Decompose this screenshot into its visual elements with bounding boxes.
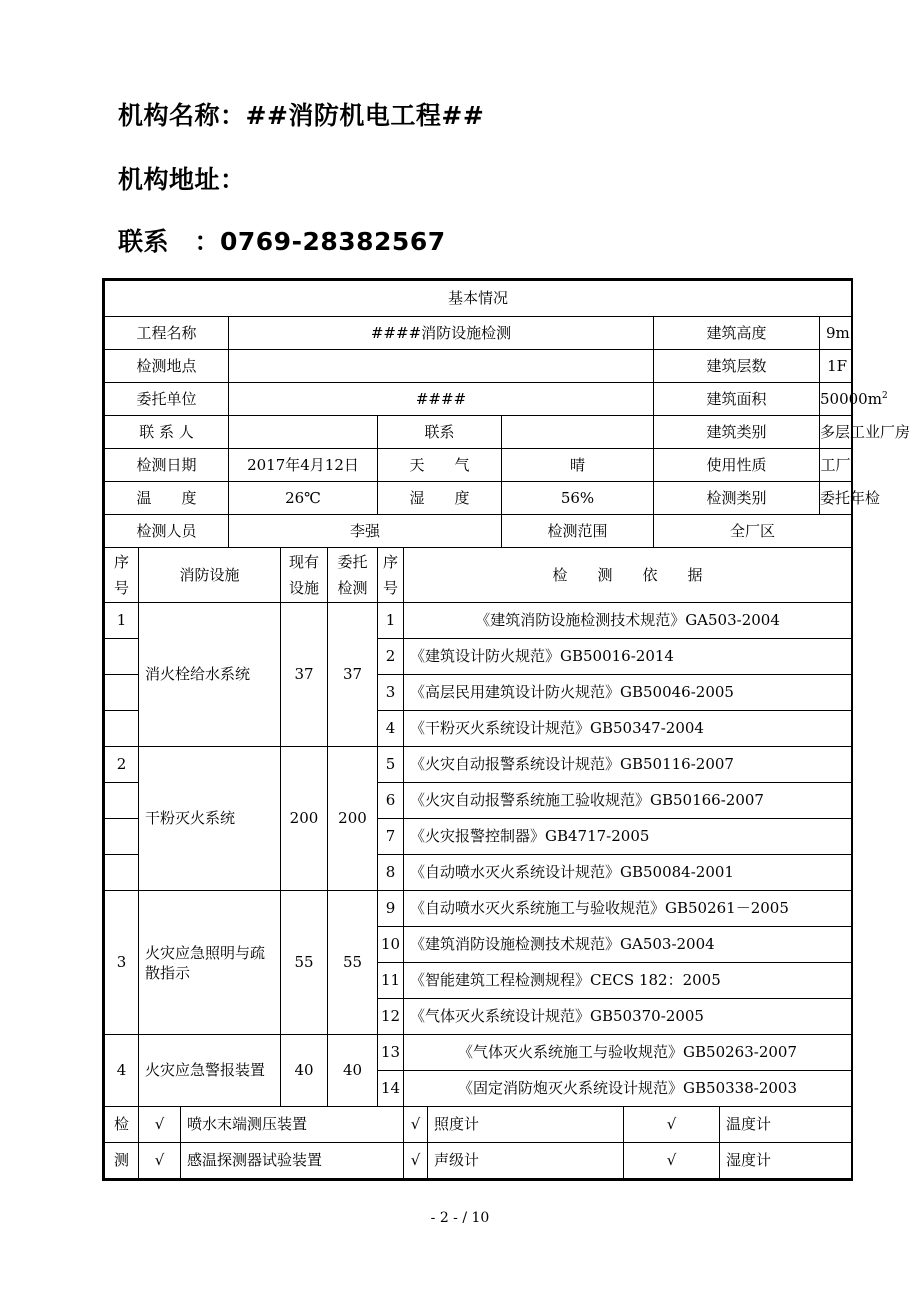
facility-no-blank (105, 675, 139, 711)
facility-no: 4 (105, 1035, 139, 1107)
standard-text: 《建筑消防设施检测技术规范》GA503-2004 (404, 603, 852, 639)
seq2-header: 序号 (378, 548, 404, 603)
inspector: 李强 (229, 515, 502, 548)
standard-no: 6 (378, 783, 404, 819)
standard-no: 9 (378, 891, 404, 927)
standard-text: 《干粉灭火系统设计规范》GB50347-2004 (404, 711, 852, 747)
contact-person-label: 联 系 人 (105, 416, 229, 449)
standard-text: 《自动喷水灭火系统设计规范》GB50084-2001 (404, 855, 852, 891)
check-mark: √ (404, 1107, 428, 1143)
floors: 1F (820, 350, 852, 383)
area-value: 50000m (820, 389, 882, 408)
facility-no: 2 (105, 747, 139, 783)
scope-label: 检测范围 (502, 515, 654, 548)
standard-no: 12 (378, 999, 404, 1035)
building-type: 多层工业厂房 (820, 416, 852, 449)
equipment-item: 喷水末端测压装置 (181, 1107, 404, 1143)
standard-no: 5 (378, 747, 404, 783)
standard-text: 《火灾自动报警系统设计规范》GB50116-2007 (404, 747, 852, 783)
facility-no-blank (105, 711, 139, 747)
contact-person (229, 416, 378, 449)
temp: 26℃ (229, 482, 378, 515)
facility-no: 3 (105, 891, 139, 1035)
check-mark: √ (139, 1107, 181, 1143)
humidity-label: 湿 度 (378, 482, 502, 515)
floors-label: 建筑层数 (654, 350, 820, 383)
standard-text: 《自动喷水灭火系统施工与验收规范》GB50261－2005 (404, 891, 852, 927)
equipment-item: 感温探测器试验装置 (181, 1143, 404, 1179)
weather-label: 天 气 (378, 449, 502, 482)
date: 2017年4月12日 (229, 449, 378, 482)
building-height-label: 建筑高度 (654, 317, 820, 350)
standard-no: 3 (378, 675, 404, 711)
standard-no: 7 (378, 819, 404, 855)
check-mark: √ (404, 1143, 428, 1179)
weather: 晴 (502, 449, 654, 482)
standard-no: 13 (378, 1035, 404, 1071)
facility-no-blank (105, 783, 139, 819)
standard-text: 《气体灭火系统设计规范》GB50370-2005 (404, 999, 852, 1035)
standard-no: 1 (378, 603, 404, 639)
inspection-form (102, 278, 911, 1181)
equipment-label-1: 检 (105, 1107, 139, 1143)
area-unit-sup: 2 (881, 390, 888, 401)
facility-name: 消火栓给水系统 (139, 603, 281, 747)
facility-no: 1 (105, 603, 139, 639)
building-height: 9m (820, 317, 852, 350)
check-mark: √ (624, 1143, 720, 1179)
org-name: 机构名称：##消防机电工程## (118, 101, 485, 130)
org-address: 机构地址： (118, 165, 246, 194)
facility-existing: 55 (281, 891, 328, 1035)
facility-name: 干粉灭火系统 (139, 747, 281, 891)
scope: 全厂区 (654, 515, 852, 548)
facility-no-blank (105, 819, 139, 855)
standard-no: 14 (378, 1071, 404, 1107)
standard-text: 《高层民用建筑设计防火规范》GB50046-2005 (404, 675, 852, 711)
equipment-item: 照度计 (428, 1107, 624, 1143)
location-label: 检测地点 (105, 350, 229, 383)
standard-text: 《建筑消防设施检测技术规范》GA503-2004 (404, 927, 852, 963)
temp-label: 温 度 (105, 482, 229, 515)
equipment-item: 声级计 (428, 1143, 624, 1179)
page-number: - 2 - / 10 (430, 1210, 490, 1226)
standard-text: 《智能建筑工程检测规程》CECS 182：2005 (404, 963, 852, 999)
facility-name: 火灾应急照明与疏散指示 (139, 891, 281, 1035)
facility-no-blank (105, 639, 139, 675)
standard-text: 《建筑设计防火规范》GB50016-2014 (404, 639, 852, 675)
standard-no: 10 (378, 927, 404, 963)
facility-header: 消防设施 (139, 548, 281, 603)
contact-value (502, 416, 654, 449)
equipment-label-2: 测 (105, 1143, 139, 1179)
check-type-label: 检测类别 (654, 482, 820, 515)
contact-label: 联系 (378, 416, 502, 449)
standard-text: 《火灾报警控制器》GB4717-2005 (404, 819, 852, 855)
project-name: ####消防设施检测 (229, 317, 654, 350)
standard-text: 《气体灭火系统施工与验收规范》GB50263-2007 (404, 1035, 852, 1071)
building-type-label: 建筑类别 (654, 416, 820, 449)
facility-existing: 37 (281, 603, 328, 747)
facility-existing: 200 (281, 747, 328, 891)
seq-header: 序号 (105, 548, 139, 603)
basis-header: 检 测 依 据 (404, 548, 852, 603)
facility-commissioned: 40 (328, 1035, 378, 1107)
client-label: 委托单位 (105, 383, 229, 416)
check-type: 委托年检 (820, 482, 852, 515)
location (229, 350, 654, 383)
facility-commissioned: 55 (328, 891, 378, 1035)
org-contact: 联系 ：0769-28382567 (118, 227, 446, 256)
facility-existing: 40 (281, 1035, 328, 1107)
basic-info-table (104, 280, 911, 1179)
area (820, 383, 888, 416)
check-mark: √ (139, 1143, 181, 1179)
area-label: 建筑面积 (654, 383, 820, 416)
facility-commissioned: 200 (328, 747, 378, 891)
existing-header: 现有设施 (281, 548, 328, 603)
standard-no: 8 (378, 855, 404, 891)
check-mark: √ (624, 1107, 720, 1143)
facility-no-blank (105, 855, 139, 891)
facility-commissioned: 37 (328, 603, 378, 747)
project-name-label: 工程名称 (105, 317, 229, 350)
facility-name: 火灾应急警报装置 (139, 1035, 281, 1107)
client: #### (229, 383, 654, 416)
commissioned-header: 委托检测 (328, 548, 378, 603)
date-label: 检测日期 (105, 449, 229, 482)
standard-text: 《固定消防炮灭火系统设计规范》GB50338-2003 (404, 1071, 852, 1107)
section-title: 基本情况 (105, 281, 852, 317)
standard-no: 2 (378, 639, 404, 675)
humidity: 56% (502, 482, 654, 515)
equipment-item: 温度计 (720, 1107, 852, 1143)
usage: 工厂 (820, 449, 852, 482)
usage-label: 使用性质 (654, 449, 820, 482)
standard-no: 11 (378, 963, 404, 999)
equipment-item: 湿度计 (720, 1143, 852, 1179)
inspector-label: 检测人员 (105, 515, 229, 548)
standard-text: 《火灾自动报警系统施工验收规范》GB50166-2007 (404, 783, 852, 819)
standard-no: 4 (378, 711, 404, 747)
